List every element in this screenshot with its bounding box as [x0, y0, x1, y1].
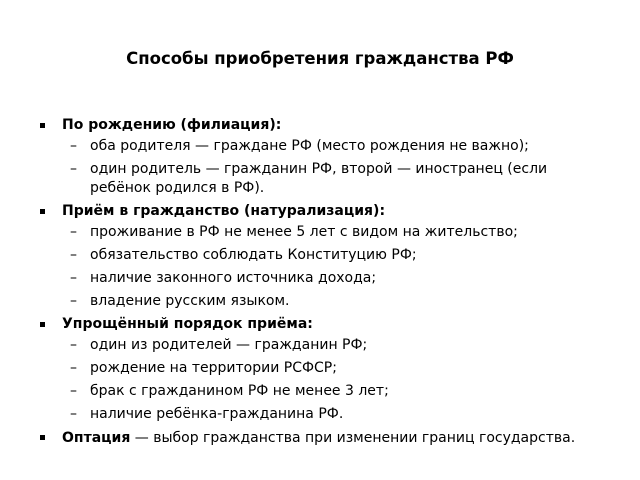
sub-list-item: [62, 382, 600, 401]
sub-list-item: [62, 359, 600, 378]
dash-icon: –: [70, 360, 77, 376]
page-title: Способы приобретения гражданства РФ: [126, 49, 514, 68]
sub-item-text: обязательство соблюдать Конституцию РФ;: [90, 247, 417, 263]
sub-item-text: проживание в РФ не менее 5 лет с видом на жительство;: [90, 224, 518, 240]
sub-item-text: рождение на территории РСФСР;: [90, 360, 337, 376]
section-heading: По рождению (филиация):: [62, 117, 282, 133]
sub-list: [62, 336, 600, 424]
bullet-icon: [40, 322, 45, 327]
bullet-icon: [40, 209, 45, 214]
dash-icon: –: [70, 270, 77, 286]
sub-list-item: [62, 405, 600, 424]
sub-item-text: брак с гражданином РФ не менее 3 лет;: [90, 383, 389, 399]
sub-list: [62, 137, 600, 198]
dash-icon: –: [70, 224, 77, 240]
sub-list-item: [62, 223, 600, 242]
sub-item-text: оба родителя — граждане РФ (место рождения не важно);: [90, 138, 529, 154]
dash-icon: –: [70, 406, 77, 422]
sub-list-item: [62, 269, 600, 288]
list-item-optation: [40, 428, 600, 449]
list-item-birth: [40, 116, 600, 198]
sub-list-item: [62, 137, 600, 156]
dash-icon: –: [70, 337, 77, 353]
bullet-list: [40, 116, 600, 452]
list-item-naturalization: [40, 202, 600, 311]
section-heading: Упрощённый порядок приёма:: [62, 316, 313, 332]
sub-item-text: наличие ребёнка-гражданина РФ.: [90, 406, 344, 422]
optation-description: — выбор гражданства при изменении границ государства.: [130, 430, 576, 446]
dash-icon: –: [70, 293, 77, 309]
sub-list: [62, 223, 600, 311]
sub-list-item: [62, 292, 600, 311]
sub-list-item: [62, 246, 600, 265]
sub-item-text: один из родителей — гражданин РФ;: [90, 337, 368, 353]
sub-list-item: [62, 336, 600, 355]
sub-item-text: владение русским языком.: [90, 293, 290, 309]
dash-icon: –: [70, 383, 77, 399]
section-heading: Приём в гражданство (натурализация):: [62, 203, 386, 219]
sub-list-item: [62, 160, 600, 198]
list-item-simplified: [40, 315, 600, 424]
sub-item-text: наличие законного источника дохода;: [90, 270, 377, 286]
bullet-icon: [40, 435, 45, 440]
sub-item-text: один родитель — гражданин РФ, второй — иностранец (если ребёнок родился в РФ).: [90, 161, 548, 196]
bullet-icon: [40, 123, 45, 128]
dash-icon: –: [70, 247, 77, 263]
dash-icon: –: [70, 161, 77, 177]
dash-icon: –: [70, 138, 77, 154]
section-heading: Оптация: [62, 430, 131, 446]
